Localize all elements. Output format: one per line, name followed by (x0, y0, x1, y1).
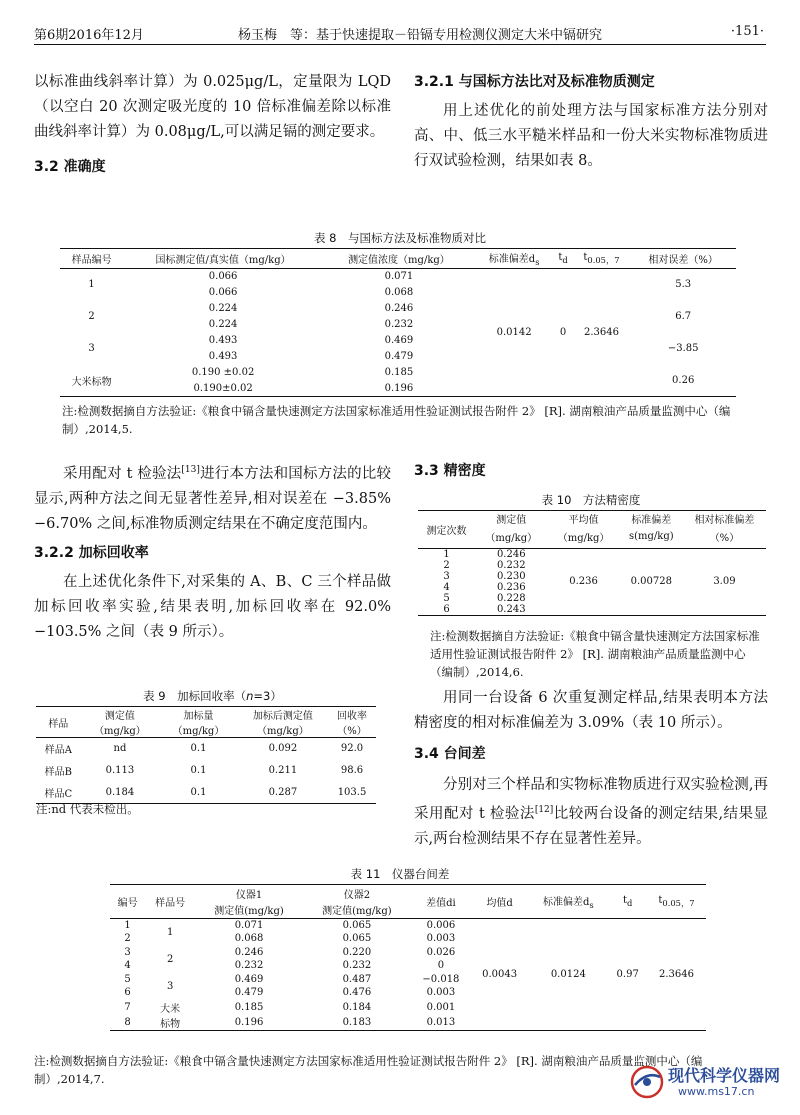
t8-h-t05: $t_{0.05,7}$ (583, 251, 620, 265)
t10-h: （mg/kg） (485, 533, 538, 545)
right-lower-text (414, 686, 768, 852)
t11-id: 1 (124, 920, 131, 931)
t8-err: 0.26 (672, 374, 695, 386)
t11-i2: 0.476 (342, 987, 372, 999)
t11-h: 编号 (117, 898, 138, 909)
t11-i1: 0.232 (234, 960, 264, 972)
table10-caption: 表 10 方法精密度 (541, 493, 641, 507)
t11-i2: 0.184 (342, 1001, 372, 1013)
t11-i1: 0.071 (234, 920, 264, 931)
table11-caption: 表 11 仪器台间差 (350, 867, 450, 881)
table8-caption: 表 8 与国标方法及标准物质对比 (314, 231, 486, 245)
t9-cell: 样品B (44, 767, 72, 778)
t10-sd: 0.00728 (630, 576, 672, 587)
t9-h-sample: 样品 (48, 718, 69, 730)
t11-i2: 0.183 (342, 1016, 372, 1028)
t11-i2: 0.220 (342, 946, 372, 958)
t10-count: 2 (443, 559, 450, 571)
t10-value: 0.236 (496, 581, 526, 593)
t8-id: 1 (88, 279, 95, 291)
t9-cell: 0.287 (268, 786, 298, 798)
t10-h: 测定值 (496, 515, 527, 526)
t8-gb: 0.493 (208, 351, 238, 362)
watermark-text: 现代科学仪器网 (668, 1066, 781, 1085)
comparison-paragraph: 用上述优化的前处理方法与国家标准方法分别对高、中、低三水平糙米样品和一份大米实物标准物质进行双试验检测，结果如表 8。 (414, 103, 768, 169)
t11-diff: 0.001 (426, 1001, 456, 1013)
t9-h: 测定值 (104, 711, 135, 722)
t10-count: 1 (443, 548, 450, 560)
t11-i2: 0.065 (342, 933, 372, 945)
t8-meas: 0.246 (384, 303, 414, 314)
t11-h: 均值d (486, 898, 513, 909)
t10-h-count: 测定次数 (426, 525, 467, 537)
t9-cell: 0.184 (105, 786, 135, 798)
lod-paragraph: 以标准曲线斜率计算）为 0.025μg/L，定量限为 LQD（以空白 20 次测定吸光度的 10 倍标准偏差除以标准曲线斜率计算）为 0.08μg/L,可以满足镉的测定要求。 (34, 74, 391, 140)
t11-id: 5 (124, 973, 131, 985)
t8-h-sd: 标准偏差$d_s$ (488, 254, 540, 267)
t8-h-id: 样品编号 (71, 255, 112, 266)
t11-id: 6 (124, 987, 131, 999)
t8-h-td: $t_d$ (558, 252, 568, 265)
t11-h: 仪器2 (343, 889, 371, 901)
globe-icon (630, 1065, 664, 1099)
t8-sd-value: 0.0142 (496, 327, 532, 338)
t11-mean: 0.0043 (482, 968, 518, 980)
t11-diff: 0.003 (426, 933, 456, 945)
t-test-paragraph: 采用配对 t 检验法[13]进行本方法和国标方法的比较显示,两种方法之间无显著性差异,相对误差在 −3.85%−6.70% 之间,标准物质测定结果在不确定度范围内。 (34, 465, 391, 532)
left-mid-text (34, 458, 391, 645)
t11-diff: 0 (437, 960, 445, 972)
table8 (60, 248, 736, 397)
t10-count: 4 (443, 581, 450, 593)
t10-h: 平均值 (568, 515, 599, 526)
watermark-logo (630, 1061, 780, 1105)
t11-i1: 0.479 (234, 987, 264, 999)
t11-i1: 0.246 (234, 946, 264, 958)
t8-gb: 0.066 (208, 287, 238, 298)
t11-h: $t_{0.05,7}$ (658, 894, 695, 908)
t10-value: 0.232 (496, 559, 526, 571)
right-top-text (414, 70, 768, 174)
page-number: ·151· (730, 24, 764, 39)
t9-h: 回收率 (337, 711, 367, 722)
t8-h-gb: 国标测定值/真实值（mg/kg） (155, 255, 291, 266)
t11-td: 0.97 (616, 968, 639, 980)
t8-h-meas: 测定值浓度（mg/kg） (348, 255, 450, 266)
t8-meas: 0.185 (384, 367, 414, 378)
t10-value: 0.228 (496, 592, 526, 604)
t9-cell: 0.1 (190, 743, 207, 755)
t11-id: 2 (124, 933, 131, 945)
t8-t05-value: 2.3646 (583, 327, 619, 338)
t11-h: 标准偏差$d_s$ (542, 897, 594, 910)
t9-cell: 0.211 (268, 765, 298, 776)
t9-cell: nd (113, 743, 127, 755)
t9-cell: 样品C (44, 788, 73, 800)
t11-id: 8 (124, 1016, 131, 1028)
t8-meas: 0.469 (384, 335, 414, 346)
t11-diff: 0.003 (426, 987, 456, 999)
t9-cell: 0.1 (190, 765, 207, 776)
t11-i1: 0.469 (234, 973, 264, 985)
t9-h: （mg/kg） (172, 726, 225, 737)
t8-id: 大米标物 (71, 376, 112, 388)
t8-err: 6.7 (675, 311, 692, 322)
recovery-paragraph: 在上述优化条件下,对采集的 A、B、C 三个样品做加标回收率实验,结果表明,加标回收率在 92.0%−103.5% 之间（表 9 所示）。 (34, 573, 391, 640)
table9 (36, 706, 376, 804)
t10-mean: 0.236 (569, 576, 598, 587)
article-title: 杨玉梅 等：基于快速提取－铅镉专用检测仪测定大米中镉研究 (238, 28, 603, 43)
t8-h-err: 相对误差（%） (648, 255, 718, 266)
t11-h: 仪器1 (235, 889, 263, 901)
t11-i1: 0.068 (234, 933, 264, 945)
table9-caption: 表 9 加标回收率（n=3） (143, 689, 282, 703)
t11-i2: 0.232 (342, 960, 372, 972)
t11-group: 2 (166, 953, 174, 965)
t8-gb: 0.190 ±0.02 (191, 367, 255, 378)
t9-cell: 98.6 (340, 765, 364, 776)
t9-cell: 0.092 (268, 743, 298, 755)
t9-h: （mg/kg） (94, 726, 146, 737)
table9-note: 注:nd 代表未检出。 (36, 802, 139, 816)
table11 (110, 884, 706, 1031)
t9-cell: 0.1 (190, 786, 207, 798)
t8-gb: 0.493 (208, 335, 238, 346)
interinstrument-paragraph: 分别对三个样品和实物标准物质进行双实验检测,再采用配对 t 检验法[12]比较两台设备的测定结果,结果显示,两台检测结果不存在显著性差异。 (414, 777, 769, 847)
t9-cell: 103.5 (337, 786, 367, 798)
t11-t05: 2.3646 (658, 968, 694, 980)
running-header (0, 22, 800, 44)
t10-value: 0.243 (496, 603, 526, 615)
section-3-3-heading: 3.3 精密度 (414, 463, 486, 479)
t11-diff: 0.026 (426, 946, 456, 958)
t11-group: 大米 (160, 1003, 181, 1015)
section-3-2-1-heading: 3.2.1 与国标方法比对及标准物质测定 (414, 74, 655, 90)
t11-h: 差值di (426, 898, 456, 909)
t8-id: 3 (88, 343, 95, 354)
t9-h: 加标后测定值 (252, 711, 313, 722)
t11-group: 3 (166, 980, 174, 992)
table10 (418, 510, 766, 616)
t11-id: 3 (124, 946, 131, 958)
t11-i1: 0.196 (234, 1016, 264, 1028)
t9-cell: 0.113 (105, 765, 135, 776)
t8-gb: 0.224 (208, 319, 238, 330)
t8-gb: 0.066 (208, 271, 238, 283)
t8-gb: 0.190±0.02 (193, 382, 253, 394)
t9-h: （%） (337, 726, 367, 737)
section-3-4-heading: 3.4 台间差 (414, 746, 486, 762)
section-3-2-heading: 3.2 准确度 (34, 159, 106, 175)
t9-h: （mg/kg） (257, 726, 309, 737)
t10-h: （mg/kg） (557, 533, 610, 545)
table8-note: 注:检测数据摘自方法验证:《粮食中镉含量快速测定方法国家标准适用性验证测试报告附件 2》 [R]. 湖南粮油产品质量监测中心（编制）,2014,5. (62, 404, 731, 436)
t8-meas: 0.479 (384, 351, 414, 362)
t11-i1: 0.185 (234, 1001, 264, 1013)
t10-h: 相对标准偏差 (694, 515, 755, 526)
t9-h: 加标量 (183, 711, 214, 722)
t11-h: 测定值(mg/kg) (214, 906, 284, 918)
t10-count: 3 (443, 570, 450, 582)
t11-i2: 0.065 (342, 920, 372, 931)
t11-group: 标物 (160, 1018, 181, 1030)
t10-count: 5 (443, 592, 450, 604)
t10-h: 标准偏差 (631, 515, 672, 526)
t10-rsd: 3.09 (713, 576, 736, 587)
t8-err: 5.3 (675, 279, 692, 291)
t11-h: $t_d$ (623, 895, 633, 908)
t11-i2: 0.487 (342, 973, 372, 985)
issue-label: 第6期2016年12月 (34, 28, 144, 43)
t11-diff: 0.006 (426, 920, 456, 931)
section-3-2-2-heading: 3.2.2 加标回收率 (34, 544, 149, 561)
t11-group: 1 (166, 926, 174, 938)
t10-value: 0.246 (496, 548, 526, 560)
t11-id: 4 (124, 960, 131, 972)
t8-meas: 0.196 (384, 382, 414, 394)
t8-meas: 0.232 (384, 319, 414, 330)
table11-note: 注:检测数据摘自方法验证:《粮食中镉含量快速测定方法国家标准适用性验证测试报告附件 2》 [R]. 湖南粮油产品质量监测中心（编制）,2014,7. (34, 1054, 703, 1086)
precision-paragraph: 用同一台设备 6 次重复测定样品,结果表明本方法精密度的相对标准偏差为 3.09%（表 10 所示）。 (414, 690, 768, 731)
t10-h: （%） (709, 533, 740, 545)
t11-diff: −0.018 (422, 973, 460, 985)
t9-cell: 样品A (44, 745, 72, 757)
t8-meas: 0.071 (384, 271, 414, 283)
t8-err: −3.85 (667, 343, 699, 354)
left-top-text (34, 70, 391, 180)
t8-td-value: 0 (559, 327, 567, 338)
t11-id: 7 (124, 1001, 131, 1013)
header-rule (34, 44, 766, 45)
t10-h: s(mg/kg) (628, 531, 674, 543)
t11-h: 样品号 (155, 898, 186, 909)
t10-count: 6 (443, 603, 450, 615)
t8-meas: 0.068 (384, 287, 414, 298)
t8-id: 2 (88, 311, 95, 322)
t10-value: 0.230 (496, 570, 526, 582)
t9-cell: 92.0 (340, 743, 364, 755)
t11-sd: 0.0124 (550, 968, 586, 980)
t8-gb: 0.224 (208, 303, 238, 314)
watermark-url: www.ms17.cn (678, 1085, 755, 1098)
t11-diff: 0.013 (426, 1016, 456, 1028)
table10-note: 注:检测数据摘自方法验证:《粮食中镉含量快速测定方法国家标准适用性验证测试报告附件 2》 [R]. 湖南粮油产品质量监测中心（编制）,2014,6. (430, 629, 760, 679)
t11-h: 测定值(mg/kg) (322, 906, 392, 918)
